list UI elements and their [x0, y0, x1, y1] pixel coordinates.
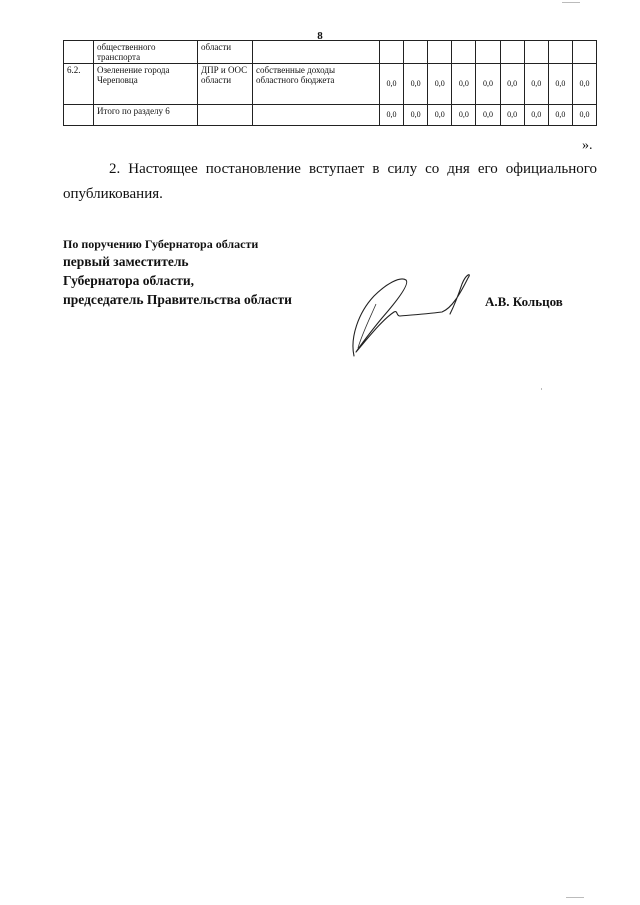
scan-artifact	[562, 2, 580, 3]
value-cell	[524, 41, 548, 64]
value-cell: 0,0	[524, 64, 548, 105]
row-number	[64, 41, 94, 64]
value-cell: 0,0	[572, 64, 596, 105]
funding-source	[253, 41, 380, 64]
table-row	[64, 64, 597, 105]
value-cell	[500, 41, 524, 64]
value-cell: 0,0	[428, 64, 452, 105]
responsible-party: ДПР и ООС области	[198, 64, 253, 105]
value-cell: 0,0	[404, 105, 428, 126]
closing-quote: ».	[582, 138, 593, 153]
table-row	[64, 105, 597, 126]
value-cell: 0,0	[476, 105, 500, 126]
value-cell: 0,0	[452, 105, 476, 126]
value-cell: 0,0	[548, 64, 572, 105]
signer-line-on-behalf: По поручению Губернатора области	[63, 237, 259, 251]
value-cell: 0,0	[548, 105, 572, 126]
value-cell: 0,0	[452, 64, 476, 105]
activity-name: Итого по разделу 6	[94, 105, 198, 126]
value-cell: 0,0	[428, 105, 452, 126]
value-cell: 0,0	[476, 64, 500, 105]
value-cell	[428, 41, 452, 64]
funding-source	[253, 105, 380, 126]
signer-title-line: председатель Правительства области	[63, 292, 292, 307]
value-cell	[572, 41, 596, 64]
value-cell	[548, 41, 572, 64]
budget-table	[63, 40, 597, 126]
responsible-party: области	[198, 41, 253, 64]
scan-artifact	[566, 897, 584, 898]
responsible-party	[198, 105, 253, 126]
handwritten-signature	[346, 268, 476, 358]
value-cell: 0,0	[572, 105, 596, 126]
resolution-paragraph: 2. Настоящее постановление вступает в силу со дня его официального опубликования.	[63, 161, 597, 202]
signer-name: А.В. Кольцов	[485, 294, 563, 309]
value-cell	[476, 41, 500, 64]
page-number: 8	[317, 30, 323, 42]
scan-artifact	[541, 388, 542, 390]
value-cell	[452, 41, 476, 64]
value-cell	[404, 41, 428, 64]
value-cell: 0,0	[380, 64, 404, 105]
signer-block	[63, 237, 292, 309]
value-cell: 0,0	[524, 105, 548, 126]
activity-name: общественного транспорта	[94, 41, 198, 64]
activity-name: Озеленение города Череповца	[94, 64, 198, 105]
value-cell	[380, 41, 404, 64]
value-cell: 0,0	[500, 105, 524, 126]
funding-source: собственные доходы областного бюджета	[253, 64, 380, 105]
signer-title-line: Губернатора области,	[63, 273, 194, 288]
table-row	[64, 41, 597, 64]
value-cell: 0,0	[500, 64, 524, 105]
row-number	[64, 105, 94, 126]
signer-title-line: первый заместитель	[63, 254, 189, 269]
value-cell: 0,0	[380, 105, 404, 126]
row-number: 6.2.	[64, 64, 94, 105]
value-cell: 0,0	[404, 64, 428, 105]
